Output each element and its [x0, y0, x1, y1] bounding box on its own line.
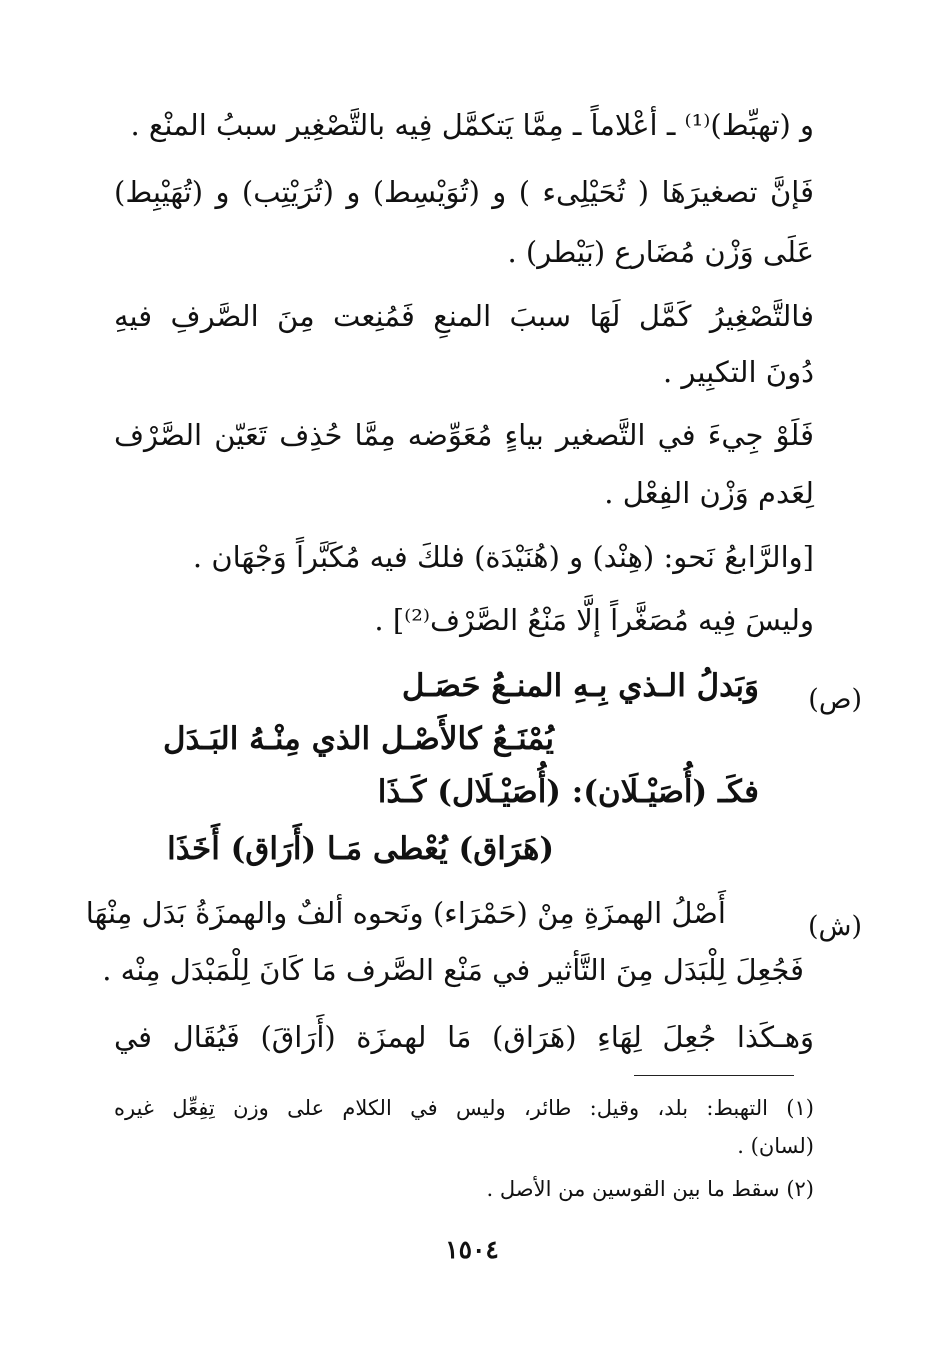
- text-line-4: فالتَّصْغِيرُ كَمَّل لَهَا سببَ المنعِ فَمُنِعت مِنَ الصَّرفِ فيهِ: [114, 299, 814, 333]
- explanation-line-2: فَجُعِلَ لِلْبَدَل مِنَ التَّأثير في مَنْع الصَّرف مَا كَانَ لِلْمَبْدَل مِنْه .: [102, 953, 804, 987]
- text-line-3: عَلَى وَزْن مُضَارع (بَيْطر) .: [507, 235, 814, 269]
- verse-line-3: فكَـ (أُصَيْـلَان): (أُصَيْـلَال) كَـذَا: [377, 774, 759, 810]
- text-line-6: فَلَوْ جِيءَ في التَّصغير بياءٍ مُعَوِّضه مِمَّا حُذِف تَعَيّن الصَّرْف: [114, 418, 814, 452]
- explanation-line-3: وَهـكَذا جُعِلَ لِهَاءِ (هَرَاق) مَا لهمزَة (أَرَاقَ) فَيُقَال في: [114, 1020, 814, 1054]
- footnote-2: (٢) سقط ما بين القوسين من الأصل .: [486, 1177, 814, 1201]
- footnote-1-continuation: (لسان) .: [737, 1134, 814, 1158]
- explanation-marker: (ش): [807, 911, 862, 942]
- text-line-2: فَإنَّ تصغيرَهَا ( تُحَيْلِىء ) و (تُوَيْسِط) و (تُرَيْتِب) و (تُهَيْبِط): [114, 175, 814, 209]
- text-line-8: [والرَّابعُ نَحو: (هِنْد) و (هُنَيْدَة) فلكَ فيه مُكَبَّراً وَجْهَان .: [192, 540, 814, 574]
- footnote-separator: [634, 1075, 794, 1076]
- text-line-5: دُونَ التكبِير .: [662, 355, 814, 389]
- page-number: ١٥٠٤: [445, 1235, 499, 1264]
- text-line-9: وليسَ فِيه مُصَغَّراً إلَّا مَنْعُ الصَّرْف⁽²⁾] .: [374, 603, 814, 637]
- text-line-7: لِعَدم وَزْن الفِعْل .: [604, 476, 814, 510]
- verse-marker: (ص): [808, 684, 862, 715]
- explanation-line-1: أَصْلُ الهمزَةِ مِنْ (حَمْرَاء) ونَحوه ألفٌ والهمزَةُ بَدَل مِنْهَا: [85, 896, 726, 930]
- verse-line-2: يُمْنَـعُ كالأَصْـل الذي مِنْـهُ البَـدَل: [163, 721, 554, 757]
- verse-line-1: وَبَدلُ الـذي بِـهِ المنـعُ حَصَـل: [401, 668, 759, 704]
- footnote-1: (١) التهبط: بلد، وقيل: طائر، وليس في الكلام على وزن تِفِعِّل غيره: [114, 1096, 814, 1120]
- text-line-1: و (تهبِّط)⁽¹⁾ ـ أعْلاماً ـ مِمَّا يَتكمَّل فِيه بالتَّصْغِير سببُ المنْع .: [130, 108, 814, 142]
- verse-line-4: (هَرَاق) يُعْطى مَـا (أَرَاق) أَخَذَا: [167, 831, 554, 867]
